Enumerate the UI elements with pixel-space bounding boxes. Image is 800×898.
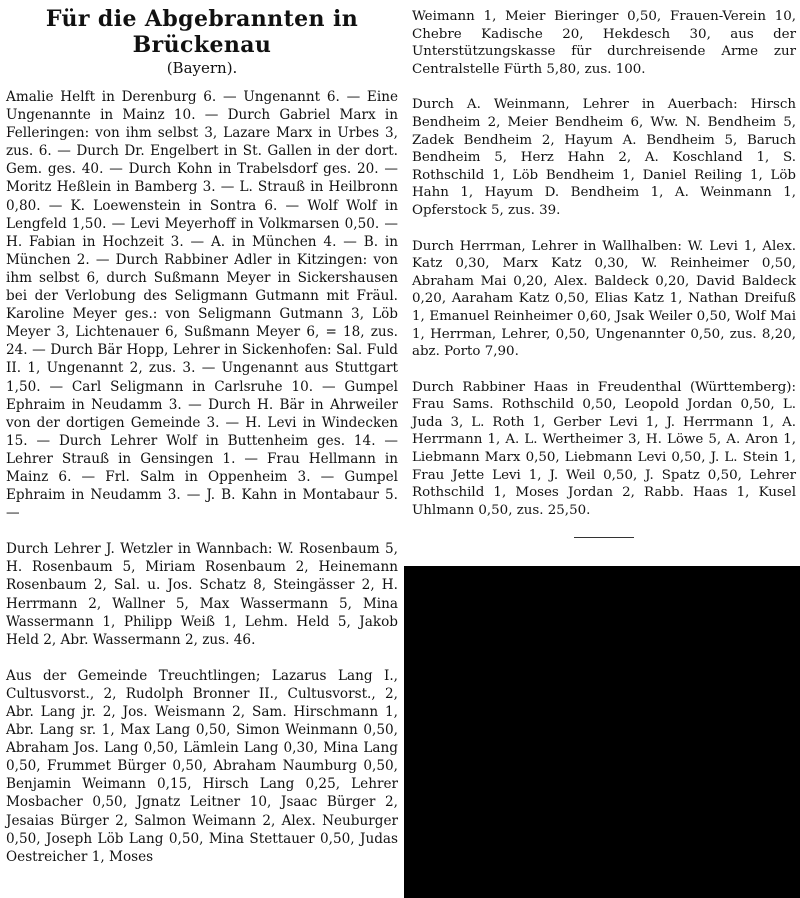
donation-paragraph: Durch Herrman, Lehrer in Wallhalben: W. Levi 1, Alex. Katz 0,30, Marx Katz 0,30, W. Reinheimer 0,50, Abraham Mai 0,20, Alex. Baldeck 0,20, David Baldeck 0,20, Aaraham Katz 0,50, Elias Katz 1, Nathan Dreifuß 1, Emanuel Reinheimer 0,60, Jsak Weiler 0,50, Wolf Mai 1, Herrman, Lehrer, 0,50, Ungenannter 0,50, zus. 8,20, abz. Porto 7,90. [412,238,796,360]
donation-paragraph: Durch A. Weinmann, Lehrer in Auerbach: Hirsch Bendheim 2, Meier Bendheim 6, Ww. N. Bendheim 5, Zadek Bendheim 2, Hayum A. Bendheim 5, Baruch Bendheim 5, Herz Hahn 2, A. Koschland 1, S. Rothschild 1, Löb Bendheim 1, Daniel Reiling 1, Löb Hahn 1, Hayum D. Bendheim 1, A. Weinmann 1, Opferstock 5, zus. 39. [412,97,796,218]
donation-paragraph: Amalie Helft in Derenburg 6. — Ungenannt 6. — Eine Ungenannte in Mainz 10. — Durch Gabriel Marx in Felleringen: von ihm selbst 3, Lazare Marx in Urbes 3, zus. 6. — Durch Dr. Engelbert in St. Gallen in der dort. Gem. ges. 40. — Durch Kohn in Trabelsdorf ges. 20. — Moritz Heßlein in Bamberg 3. — L. Strauß in Heilbronn 0,80. — K. Loewenstein in Sontra 6. — Wolf Wolf in Lengfeld 1,50. — Levi Meyerhoff in Volkmarsen 0,50. — H. Fabian in Hochzeit 3. — A. in München 4. — B. in München 2. — Durch Rabbiner Adler in Kitzingen: von ihm selbst 6, durch Sußmann Meyer in Sickershausen bei der Verlobung des Seligmann Gutmann mit Fräul. Karoline Meyer ges.: von Seligmann Gutmann 3, Löb Meyer 3, Lichtenauer 6, Sußmann Meyer 6, = 18, zus. 24. — Durch Bär Hopp, Lehrer in Sickenhofen: Sal. Fuld II. 1, Ungenannt 2, zus. 3. — Ungenannt aus Stuttgart 1,50. — Carl Seligmann in Carlsruhe 10. — Gumpel Ephraim in Neudamm 3. — Durch H. Bär in Ahrweiler von der dortigen Gemeinde 3. — H. Levi in Windecken 15. — Durch Lehrer Wolf in Buttenheim ges. 14. — Lehrer Strauß in Gensingen 1. — Frau Hellmann in Mainz 6. — Frl. Salm in Oppenheim 3. — Gumpel Ephraim in Neudamm 3. — J. B. Kahn in Montabaur 5. — [6,89,398,522]
article-title: Für die Abgebrannten in Brückenau [45,6,359,58]
donation-paragraph: Aus der Gemeinde Treuchtlingen; Lazarus Lang I., Cultusvorst., 2, Rudolph Bronner II., Cultusvorst., 2, Abr. Lang jr. 2, Jos. Weismann 2, Sam. Hirschmann 1, Abr. Lang sr. 1, Max Lang 0,50, Simon Weinmann 0,50, Abraham Jos. Lang 0,50, Lämlein Lang 0,30, Mina Lang 0,50, Frummet Bürger 0,50, Abraham Naumburg 0,50, Benjamin Weimann 0,15, Hirsch Lang 0,25, Lehrer Mosbacher 0,50, Jgnatz Leitner 10, Jsaac Bürger 2, Jesaias Bürger 2, Salmon Weimann 2, Alex. Neuburger 0,50, Joseph Löb Lang 0,50, Mina Stettauer 0,50, Judas Oestreicher 1, Moses [6,667,398,865]
right-column [412,0,796,538]
donation-paragraph: Durch Rabbiner Haas in Freudenthal (Württemberg): Frau Sams. Rothschild 0,50, Leopold Jordan 0,50, L. Juda 3, L. Roth 1, Gerber Levi 1, J. Herrmann 1, A. Herrmann 1, A. L. Wertheimer 3, H. Löwe 5, A. Aron 1, Liebmann Marx 0,50, Liebmann Levi 0,50, J. L. Stein 1, Frau Jette Levi 1, J. Weil 0,50, J. Spatz 0,50, Lehrer Rothschild 1, Moses Jordan 2, Rabb. Haas 1, Kusel Uhlmann 0,50, zus. 25,50. [412,379,796,518]
blacked-out-region [404,566,800,898]
section-divider [574,537,634,538]
donation-paragraph: Weimann 1, Meier Bieringer 0,50, Frauen-Verein 10, Chebre Kadische 20, Hekdesch 30, aus der Unterstützungskasse für durchreisende Arme zur Centralstelle Fürth 5,80, zus. 100. [412,9,796,77]
article-subtitle: (Bayern). [166,59,238,77]
left-column [6,0,398,884]
donation-paragraph: Durch Lehrer J. Wetzler in Wannbach: W. Rosenbaum 5, H. Rosenbaum 5, Miriam Rosenbaum 2, Heinemann Rosenbaum 2, Sal. u. Jos. Schatz 8, Steingässer 2, H. Herrmann 2, Wallner 5, Max Wassermann 5, Mina Wassermann 1, Philipp Weiß 1, Lehm. Held 5, Jakob Held 2, Abr. Wassermann 2, zus. 46. [6,541,398,648]
